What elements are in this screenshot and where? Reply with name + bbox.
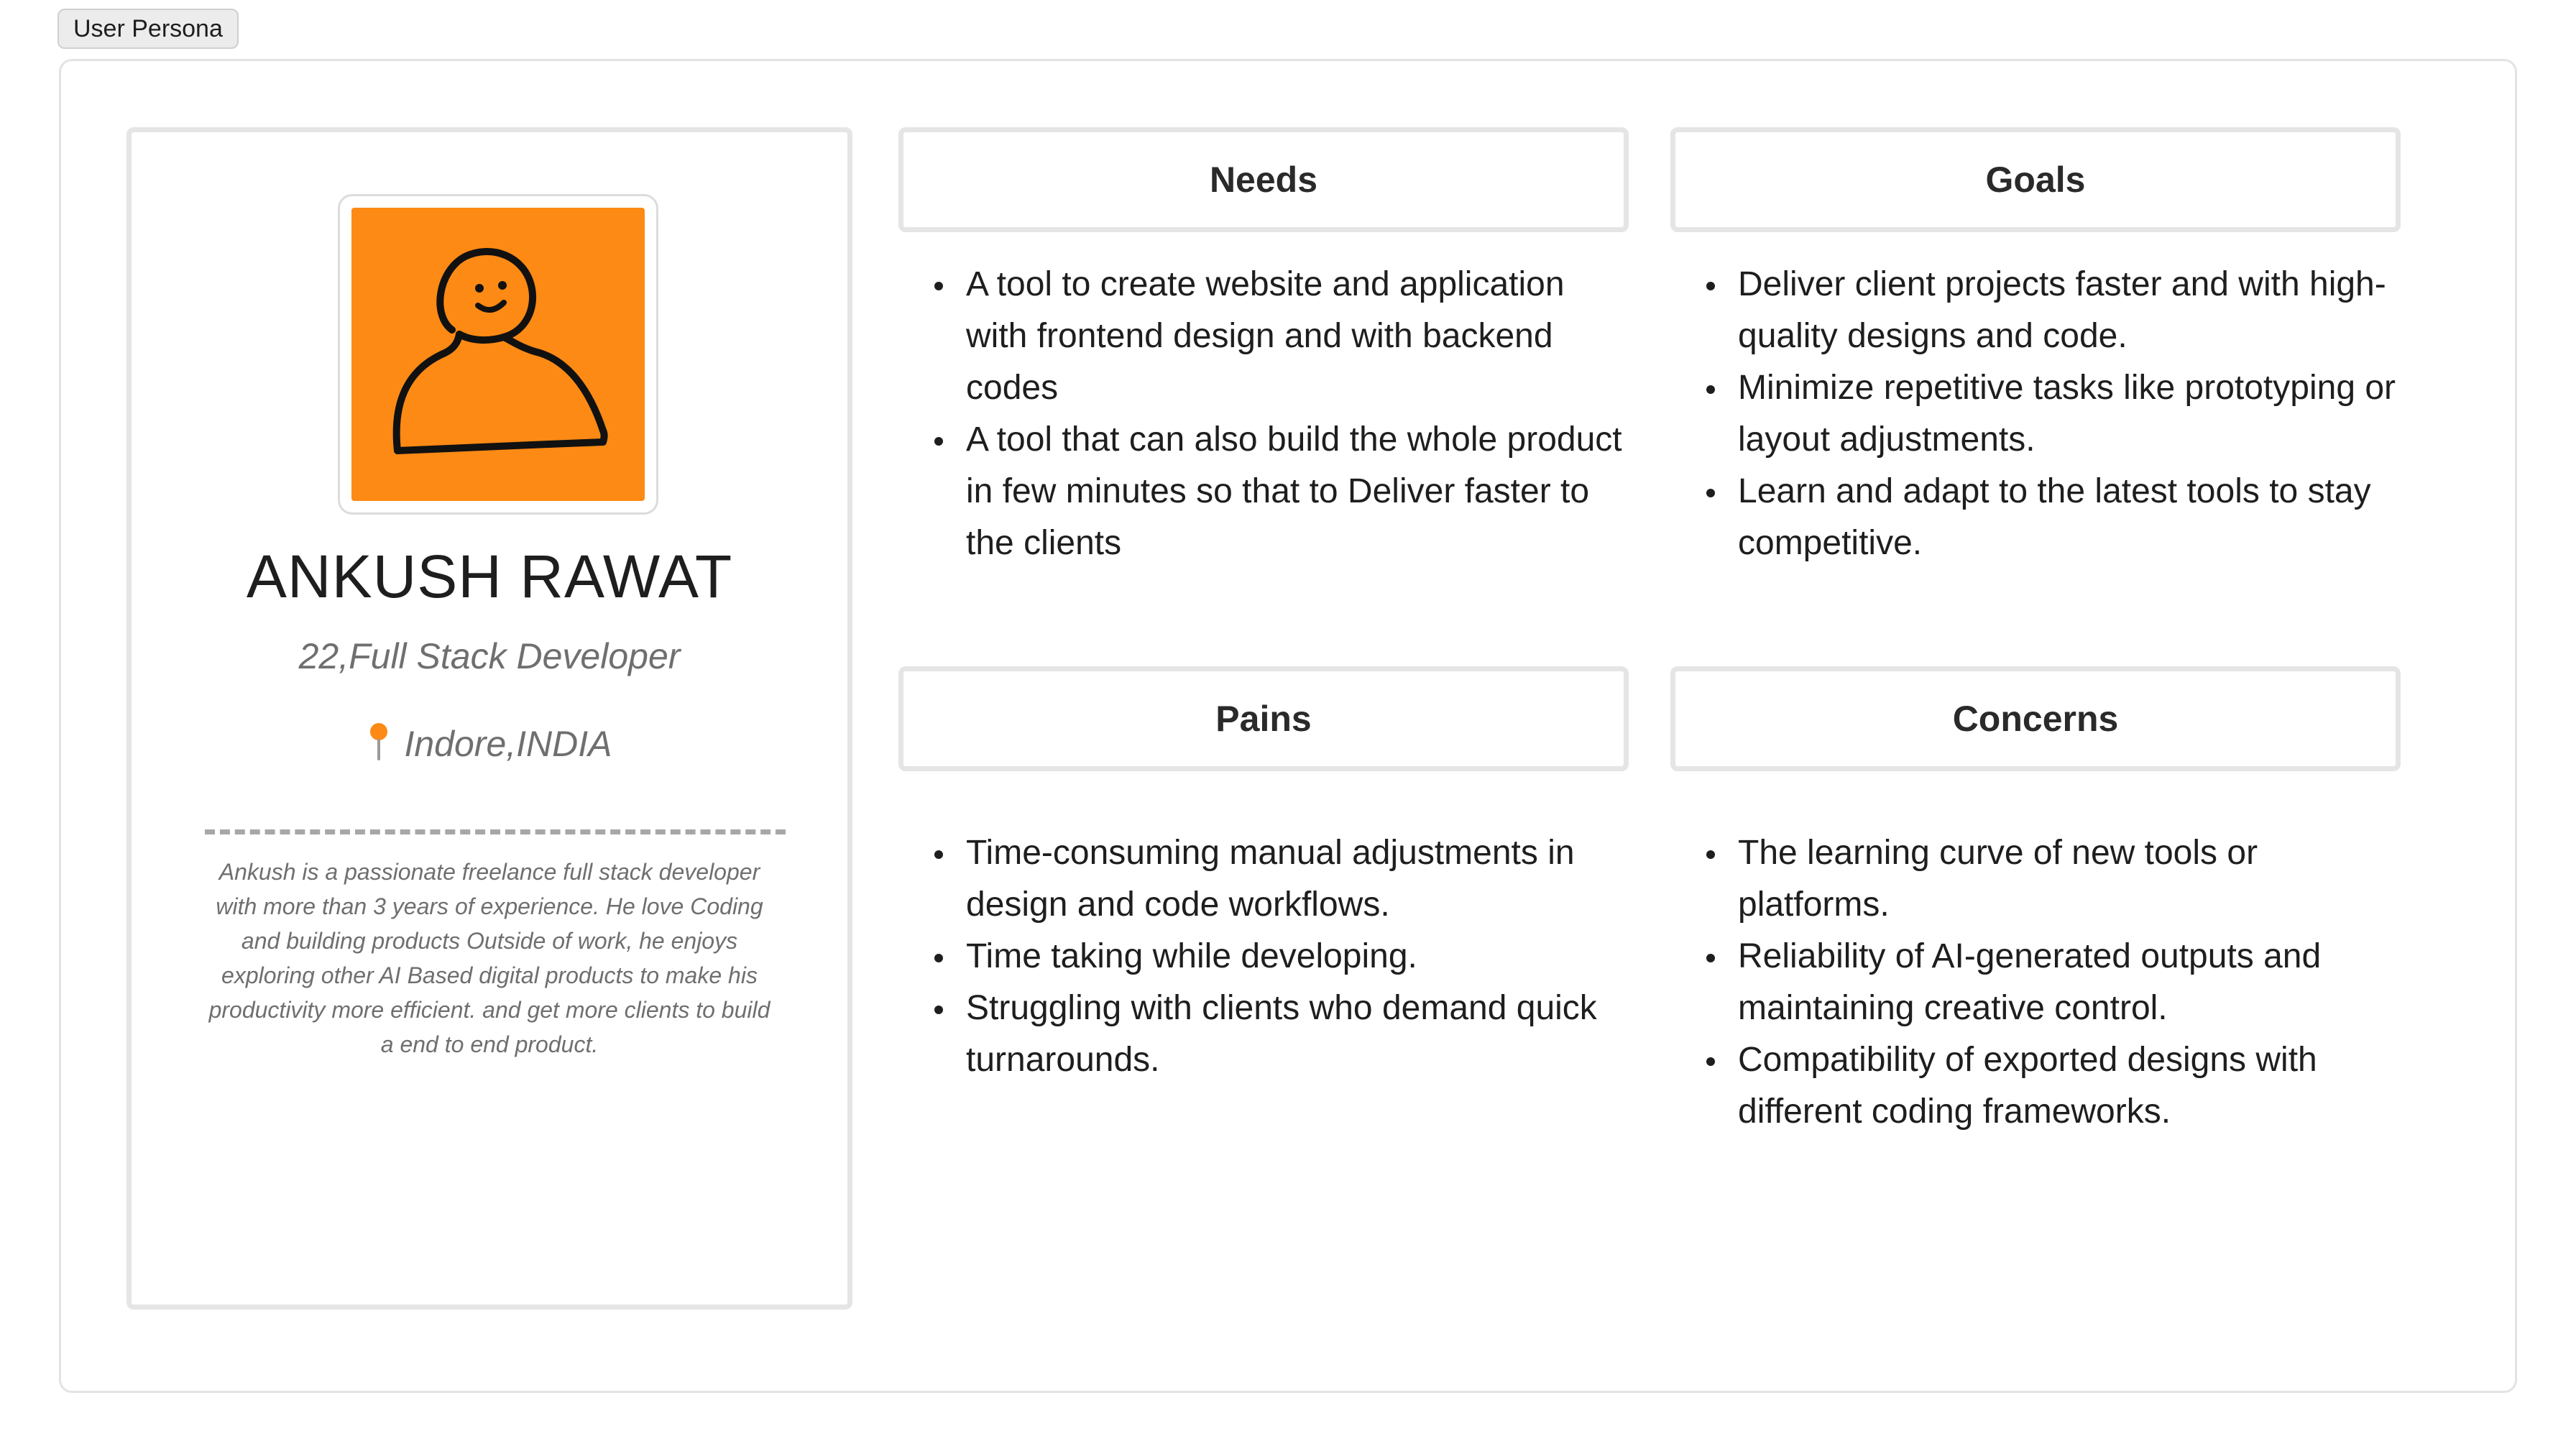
person-doodle-icon <box>351 208 645 501</box>
needs-header: Needs <box>898 127 1629 232</box>
profile-card <box>126 127 852 1310</box>
divider <box>205 829 786 834</box>
list-item: A tool to create website and application with frontend design and with backend codes <box>911 259 1630 414</box>
frame-label[interactable]: User Persona <box>58 9 239 49</box>
list-item: Reliability of AI-generated outputs and maintaining creative control. <box>1683 931 2402 1034</box>
list-item: Deliver client projects faster and with high-quality designs and code. <box>1683 259 2402 362</box>
persona-location <box>132 722 847 765</box>
goals-list <box>1683 259 2402 569</box>
concerns-header: Concerns <box>1670 666 2401 771</box>
map-pin-icon <box>367 722 391 762</box>
persona-bio: Ankush is a passionate freelance full stack developer with more than 3 years of experience. He love Coding and building products Outside of work, he enjoys exploring other AI Based digital products to make his productivity more efficient. and get more clients to build a end to end product. <box>208 859 770 1057</box>
persona-frame <box>59 59 2517 1393</box>
avatar-background <box>351 208 645 501</box>
concerns-list <box>1683 827 2402 1138</box>
avatar <box>338 194 658 515</box>
list-item: Time taking while developing. <box>911 931 1630 983</box>
list-item: Compatibility of exported designs with different coding frameworks. <box>1683 1034 2402 1138</box>
pains-header: Pains <box>898 666 1629 771</box>
goals-header: Goals <box>1670 127 2401 232</box>
persona-role: 22,Full Stack Developer <box>298 636 681 676</box>
persona-name: ANKUSH RAWAT <box>246 543 733 610</box>
list-item: A tool that can also build the whole product in few minutes so that to Deliver faster to the clients <box>911 414 1630 569</box>
list-item: The learning curve of new tools or platforms. <box>1683 827 2402 931</box>
list-item: Time-consuming manual adjustments in design and code workflows. <box>911 827 1630 931</box>
persona-location-text: Indore,INDIA <box>404 724 612 764</box>
list-item: Learn and adapt to the latest tools to stay competitive. <box>1683 466 2402 569</box>
list-item: Minimize repetitive tasks like prototyping or layout adjustments. <box>1683 362 2402 466</box>
needs-list <box>911 259 1630 569</box>
pains-list <box>911 827 1630 1086</box>
list-item: Struggling with clients who demand quick turnarounds. <box>911 983 1630 1086</box>
